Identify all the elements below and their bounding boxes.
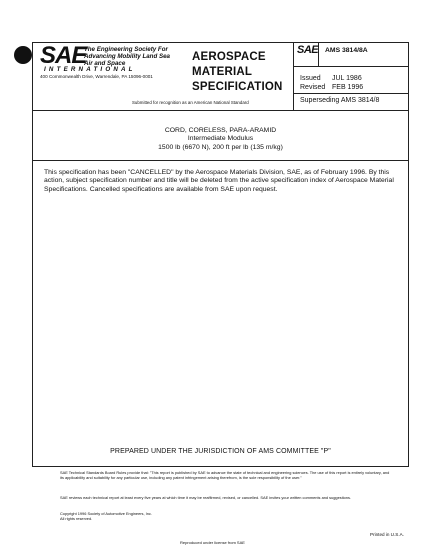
- footer-paragraph-2: SAE reviews each technical report at least every five years at which time it may be reaffirmed, revised, or cancelled. SAE invites your written comments and suggestions.: [60, 495, 351, 500]
- international-label: INTERNATIONAL: [44, 66, 136, 73]
- sae-address: 400 Commonwealth Drive, Warrendale, PA 15096-0001: [40, 74, 153, 79]
- title-line-3: SPECIFICATION: [192, 81, 283, 93]
- document-title: [192, 50, 283, 95]
- subject-line-1: CORD, CORELESS, PARA-ARAMID: [164, 127, 277, 134]
- copyright-line-1: Copyright 1996 Society of Automotive Engineers, Inc.: [60, 511, 152, 516]
- revised-value: FEB 1996: [332, 84, 364, 91]
- small-logo-divider: [318, 42, 319, 66]
- subject-divider: [32, 160, 409, 161]
- subject-line-2: Intermediate Modulus: [187, 135, 254, 143]
- issue-dates: [300, 74, 363, 92]
- subject-line-3: 1500 lb (6670 N), 200 ft per lb (135 m/kg): [158, 143, 283, 151]
- revised-label: Revised: [300, 84, 326, 91]
- issued-label: Issued: [300, 75, 321, 82]
- specification-frame: [32, 42, 409, 467]
- header-divider: [32, 110, 409, 111]
- footer-paragraph-1: SAE Technical Standards Board Rules provide that: "This report is published by SAE to advance the state of technical and engineering sciences. The use of this report is entirely voluntary, and its applicability and suitability for any particular use, including any patent infringement arising therefrom, is the sole responsibility of the user.": [60, 470, 390, 480]
- cancellation-paragraph: This specification has been "CANCELLED" by the Aerospace Materials Division, SAE, as of February 1996. By this action, subject specification number and title will be deleted from the active specification index of Aerospace Material Specifications. Cancelled specifications are available from SAE upon request.: [44, 169, 394, 193]
- ams-number-divider: [293, 66, 409, 67]
- header-right-divider: [293, 42, 294, 110]
- title-line-2: MATERIAL: [192, 66, 253, 78]
- punch-hole-mark: [14, 46, 32, 64]
- superseding-note: Superseding AMS 3814/8: [300, 97, 380, 104]
- ams-number: AMS 3814/8A: [325, 47, 368, 54]
- title-line-1: AEROSPACE: [192, 51, 266, 63]
- printed-in-note: Printed in U.S.A.: [370, 532, 404, 537]
- submitted-note: Submitted for recognition as an American National Standard: [132, 100, 249, 105]
- prepared-under-note: PREPARED UNDER THE JURISDICTION OF AMS COMMITTEE "P": [110, 448, 331, 455]
- copyright-line-2: All rights reserved.: [60, 516, 93, 521]
- issued-value: JUL 1986: [332, 75, 362, 82]
- sae-logo: SAE: [40, 42, 87, 69]
- dates-divider: [293, 93, 409, 94]
- sae-small-logo: SAE: [297, 44, 319, 56]
- sae-tagline: The Engineering Society For Advancing Mobility Land Sea Air and Space: [84, 46, 170, 67]
- subject-block: [32, 127, 409, 152]
- reproduced-note: Reproduced under license from SAE: [180, 540, 245, 545]
